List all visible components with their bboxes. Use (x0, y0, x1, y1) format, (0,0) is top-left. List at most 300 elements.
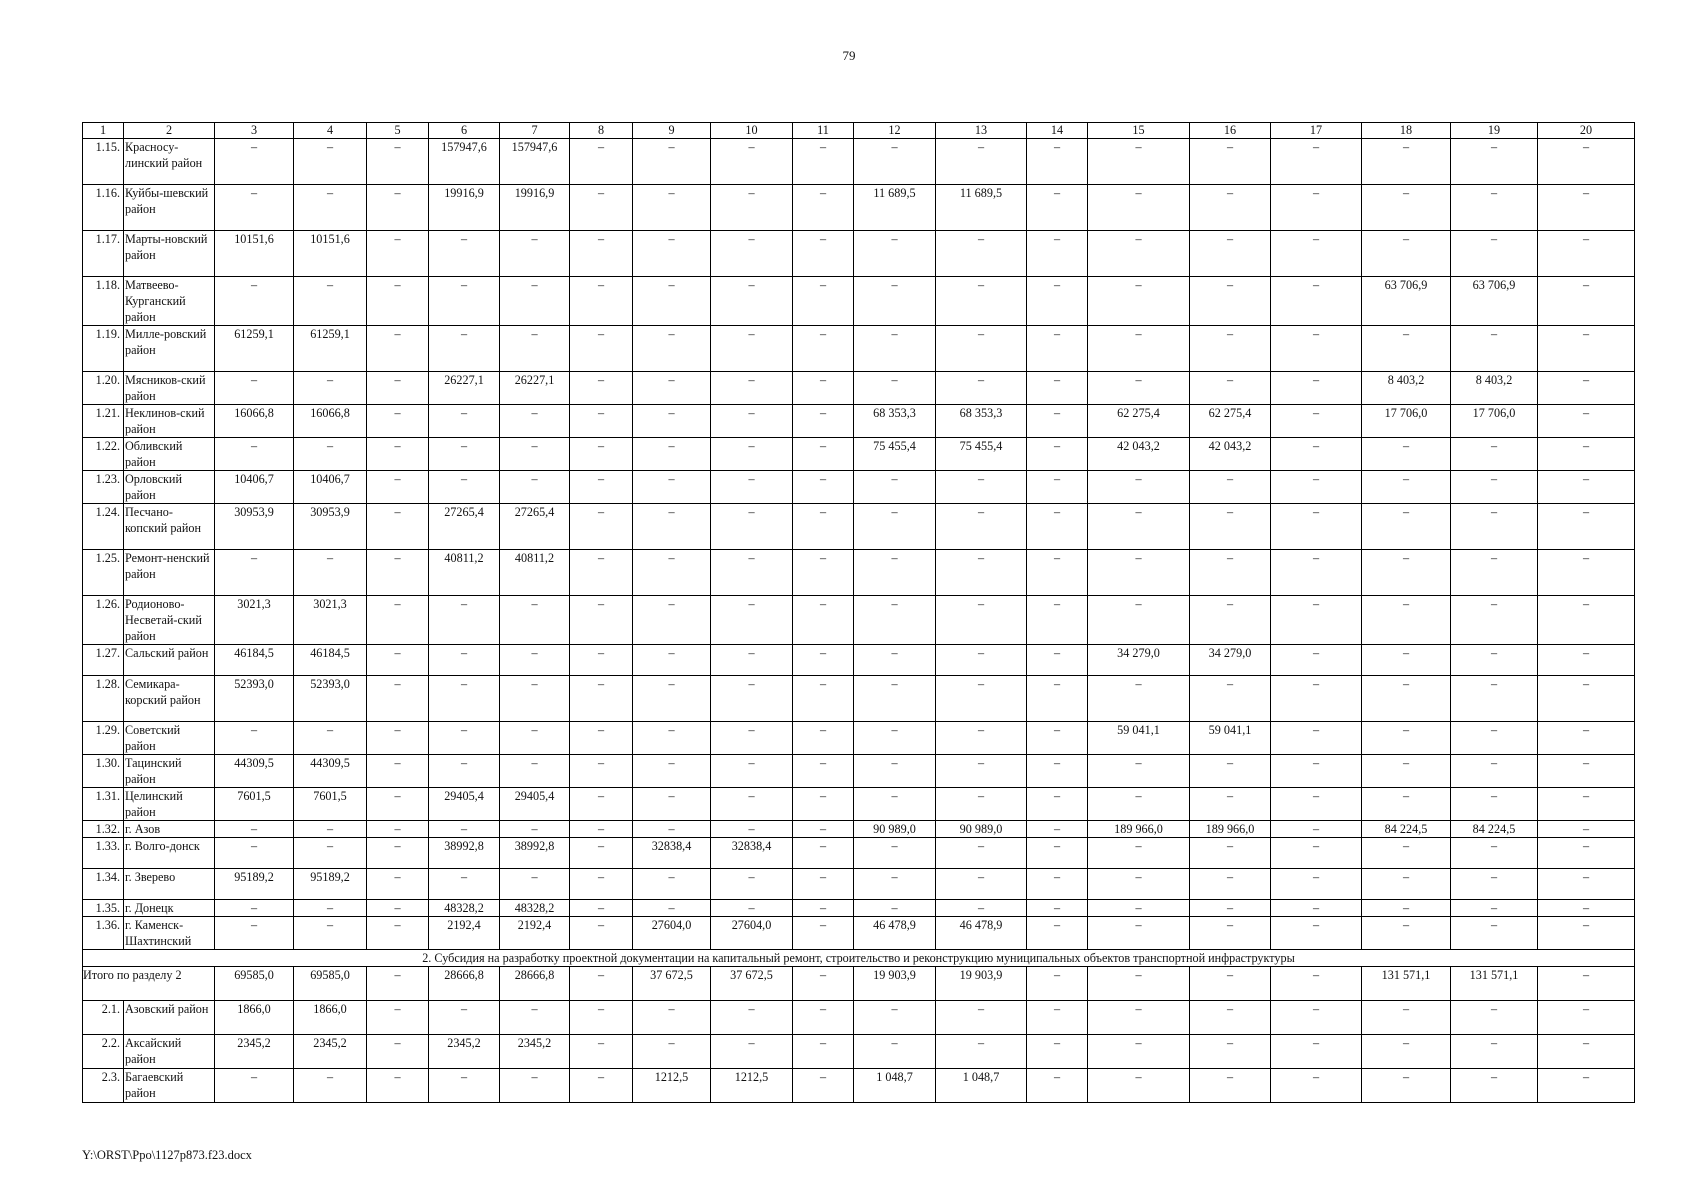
table-body (83, 123, 1635, 1103)
value-cell: – (793, 821, 854, 838)
value-cell: – (1538, 676, 1635, 722)
value-cell: – (633, 231, 711, 277)
table-row (83, 838, 1635, 869)
value-cell: – (854, 504, 936, 550)
value-cell: – (936, 372, 1027, 405)
value-cell: – (793, 967, 854, 1001)
value-cell: – (711, 900, 793, 917)
value-cell: – (793, 504, 854, 550)
value-cell: 1866,0 (215, 1001, 294, 1035)
value-cell: – (793, 550, 854, 596)
value-cell: – (1271, 1001, 1362, 1035)
value-cell: 52393,0 (294, 676, 367, 722)
value-cell: – (367, 504, 429, 550)
value-cell: – (367, 900, 429, 917)
value-cell: – (1271, 438, 1362, 471)
value-cell: – (1190, 504, 1271, 550)
value-cell: – (429, 231, 500, 277)
value-cell: – (793, 596, 854, 645)
value-cell: 37 672,5 (633, 967, 711, 1001)
value-cell: – (1190, 139, 1271, 185)
district-name: г. Каменск-Шахтинский (124, 917, 215, 950)
budget-table (82, 122, 1635, 1103)
table-row (83, 869, 1635, 900)
row-number: 1.16. (83, 185, 124, 231)
value-cell: – (711, 645, 793, 676)
value-cell: – (1088, 755, 1190, 788)
value-cell: – (1271, 755, 1362, 788)
value-cell: – (215, 900, 294, 917)
value-cell: – (711, 722, 793, 755)
table-row (83, 1001, 1635, 1035)
value-cell: – (633, 405, 711, 438)
value-cell: – (500, 471, 570, 504)
value-cell: – (1271, 372, 1362, 405)
value-cell: – (1538, 471, 1635, 504)
value-cell: 28666,8 (500, 967, 570, 1001)
value-cell: – (500, 1069, 570, 1103)
value-cell: – (711, 471, 793, 504)
value-cell: – (711, 550, 793, 596)
value-cell: – (570, 900, 633, 917)
table-row (83, 504, 1635, 550)
value-cell: – (1538, 788, 1635, 821)
value-cell: – (367, 838, 429, 869)
value-cell: – (367, 471, 429, 504)
value-cell: – (429, 821, 500, 838)
row-number: 1.17. (83, 231, 124, 277)
value-cell: – (711, 438, 793, 471)
value-cell: 189 966,0 (1088, 821, 1190, 838)
value-cell: – (429, 471, 500, 504)
value-cell: 44309,5 (294, 755, 367, 788)
value-cell: 3021,3 (294, 596, 367, 645)
value-cell: 19916,9 (500, 185, 570, 231)
value-cell: – (429, 326, 500, 372)
district-name: Милле-ровский район (124, 326, 215, 372)
value-cell: – (367, 917, 429, 950)
table-row (83, 471, 1635, 504)
value-cell: – (711, 788, 793, 821)
value-cell: – (633, 1035, 711, 1069)
district-name: Красносу-линский район (124, 139, 215, 185)
table-row (83, 676, 1635, 722)
district-name: Родионово-Несветай-ский район (124, 596, 215, 645)
value-cell: – (711, 504, 793, 550)
value-cell: – (367, 755, 429, 788)
value-cell: – (936, 231, 1027, 277)
value-cell: – (1190, 185, 1271, 231)
value-cell: – (294, 722, 367, 755)
column-header: 13 (936, 123, 1027, 139)
value-cell: – (294, 1069, 367, 1103)
value-cell: – (1538, 372, 1635, 405)
value-cell: 34 279,0 (1088, 645, 1190, 676)
row-number: 1.33. (83, 838, 124, 869)
value-cell: – (633, 596, 711, 645)
value-cell: – (1027, 372, 1088, 405)
value-cell: – (1027, 917, 1088, 950)
value-cell: 46184,5 (294, 645, 367, 676)
value-cell: – (570, 504, 633, 550)
value-cell: – (1451, 1069, 1538, 1103)
value-cell: – (1451, 645, 1538, 676)
value-cell: – (1362, 471, 1451, 504)
value-cell: – (854, 900, 936, 917)
value-cell: – (793, 139, 854, 185)
value-cell: – (1451, 676, 1538, 722)
value-cell: – (793, 645, 854, 676)
value-cell: – (1190, 900, 1271, 917)
value-cell: – (793, 722, 854, 755)
value-cell: – (1190, 1069, 1271, 1103)
district-name: Ремонт-ненский район (124, 550, 215, 596)
value-cell: – (1271, 869, 1362, 900)
value-cell: – (1451, 550, 1538, 596)
value-cell: – (711, 755, 793, 788)
value-cell: 75 455,4 (936, 438, 1027, 471)
value-cell: – (854, 550, 936, 596)
value-cell: – (215, 185, 294, 231)
value-cell: – (793, 277, 854, 326)
section-title: 2. Субсидия на разработку проектной документации на капитальный ремонт, строительство и реконструкцию муниципальных объектов транспортной инфраструктуры (83, 950, 1635, 967)
value-cell: – (1538, 869, 1635, 900)
value-cell: – (570, 869, 633, 900)
value-cell: 26227,1 (429, 372, 500, 405)
value-cell: – (854, 676, 936, 722)
value-cell: – (1088, 838, 1190, 869)
row-number: 1.36. (83, 917, 124, 950)
value-cell: – (294, 372, 367, 405)
value-cell: – (793, 405, 854, 438)
page-number: 79 (842, 48, 856, 63)
value-cell: – (1088, 1069, 1190, 1103)
district-name: г. Зверево (124, 869, 215, 900)
district-name: Семикара-корский район (124, 676, 215, 722)
row-number: 2.3. (83, 1069, 124, 1103)
column-header: 6 (429, 123, 500, 139)
value-cell: – (1271, 645, 1362, 676)
value-cell: – (1362, 326, 1451, 372)
row-number: 1.25. (83, 550, 124, 596)
value-cell: – (367, 372, 429, 405)
value-cell: – (570, 405, 633, 438)
column-header: 18 (1362, 123, 1451, 139)
value-cell: – (936, 504, 1027, 550)
district-name: Орловский район (124, 471, 215, 504)
value-cell: – (1362, 1035, 1451, 1069)
value-cell: – (570, 821, 633, 838)
value-cell: 189 966,0 (1190, 821, 1271, 838)
value-cell: – (711, 231, 793, 277)
value-cell: – (1538, 645, 1635, 676)
value-cell: – (936, 900, 1027, 917)
table-header-row (83, 123, 1635, 139)
value-cell: – (936, 722, 1027, 755)
value-cell: – (1538, 438, 1635, 471)
value-cell: – (1190, 231, 1271, 277)
district-name: Целинский район (124, 788, 215, 821)
row-number: 1.23. (83, 471, 124, 504)
value-cell: – (1027, 722, 1088, 755)
value-cell: 68 353,3 (854, 405, 936, 438)
value-cell: – (711, 869, 793, 900)
value-cell: – (711, 326, 793, 372)
value-cell: – (1027, 277, 1088, 326)
value-cell: – (1088, 900, 1190, 917)
value-cell: 1212,5 (633, 1069, 711, 1103)
value-cell: 63 706,9 (1362, 277, 1451, 326)
value-cell: 26227,1 (500, 372, 570, 405)
column-header: 5 (367, 123, 429, 139)
column-header: 14 (1027, 123, 1088, 139)
column-header: 4 (294, 123, 367, 139)
value-cell: – (1538, 504, 1635, 550)
value-cell: – (1451, 755, 1538, 788)
value-cell: – (570, 326, 633, 372)
value-cell: – (1451, 1035, 1538, 1069)
value-cell: – (1271, 1035, 1362, 1069)
value-cell: – (854, 326, 936, 372)
value-cell: 1212,5 (711, 1069, 793, 1103)
value-cell: – (1190, 550, 1271, 596)
column-header: 8 (570, 123, 633, 139)
value-cell: – (500, 645, 570, 676)
value-cell: – (1271, 967, 1362, 1001)
value-cell: – (1190, 676, 1271, 722)
value-cell: 95189,2 (294, 869, 367, 900)
district-name: Марты-новский район (124, 231, 215, 277)
value-cell: – (1088, 326, 1190, 372)
value-cell: 84 224,5 (1362, 821, 1451, 838)
column-header: 16 (1190, 123, 1271, 139)
value-cell: – (633, 755, 711, 788)
value-cell: 63 706,9 (1451, 277, 1538, 326)
value-cell: – (367, 821, 429, 838)
value-cell: – (1271, 277, 1362, 326)
value-cell: 7601,5 (294, 788, 367, 821)
value-cell: 1866,0 (294, 1001, 367, 1035)
row-number: 1.22. (83, 438, 124, 471)
value-cell: – (633, 645, 711, 676)
row-number: 1.34. (83, 869, 124, 900)
value-cell: – (793, 185, 854, 231)
value-cell: – (793, 788, 854, 821)
value-cell: – (367, 326, 429, 372)
value-cell: – (429, 676, 500, 722)
district-name: Обливский район (124, 438, 215, 471)
value-cell: – (936, 1035, 1027, 1069)
value-cell: 131 571,1 (1451, 967, 1538, 1001)
value-cell: 19 903,9 (854, 967, 936, 1001)
value-cell: 59 041,1 (1190, 722, 1271, 755)
value-cell: – (429, 405, 500, 438)
value-cell: – (367, 139, 429, 185)
value-cell: – (1271, 504, 1362, 550)
column-header: 3 (215, 123, 294, 139)
value-cell: – (1538, 596, 1635, 645)
district-name: Багаевский район (124, 1069, 215, 1103)
row-number: 1.32. (83, 821, 124, 838)
column-header: 17 (1271, 123, 1362, 139)
district-name: Аксайский район (124, 1035, 215, 1069)
value-cell: 37 672,5 (711, 967, 793, 1001)
value-cell: – (1271, 917, 1362, 950)
row-number: 1.21. (83, 405, 124, 438)
value-cell: – (793, 438, 854, 471)
district-name: Сальский район (124, 645, 215, 676)
value-cell: – (711, 1001, 793, 1035)
value-cell: – (1362, 185, 1451, 231)
value-cell: 19 903,9 (936, 967, 1027, 1001)
value-cell: 40811,2 (500, 550, 570, 596)
table-row (83, 550, 1635, 596)
value-cell: 10151,6 (294, 231, 367, 277)
value-cell: – (936, 1001, 1027, 1035)
value-cell: – (500, 596, 570, 645)
value-cell: – (1362, 869, 1451, 900)
value-cell: – (1027, 645, 1088, 676)
value-cell: 2345,2 (429, 1035, 500, 1069)
value-cell: 48328,2 (500, 900, 570, 917)
district-name: г. Донецк (124, 900, 215, 917)
value-cell: – (1538, 405, 1635, 438)
value-cell: – (1271, 838, 1362, 869)
value-cell: 2192,4 (500, 917, 570, 950)
value-cell: – (570, 185, 633, 231)
value-cell: – (1271, 471, 1362, 504)
value-cell: – (1027, 471, 1088, 504)
value-cell: 69585,0 (294, 967, 367, 1001)
value-cell: 38992,8 (500, 838, 570, 869)
value-cell: – (1538, 967, 1635, 1001)
value-cell: 7601,5 (215, 788, 294, 821)
value-cell: – (215, 277, 294, 326)
value-cell: – (1190, 277, 1271, 326)
row-number: 1.29. (83, 722, 124, 755)
section-total-row (83, 967, 1635, 1001)
value-cell: – (570, 550, 633, 596)
value-cell: – (1451, 185, 1538, 231)
value-cell: – (294, 900, 367, 917)
table-row (83, 139, 1635, 185)
value-cell: – (1088, 869, 1190, 900)
value-cell: 2345,2 (294, 1035, 367, 1069)
district-name: Неклинов-ский район (124, 405, 215, 438)
value-cell: – (854, 596, 936, 645)
value-cell: 32838,4 (633, 838, 711, 869)
row-number: 1.30. (83, 755, 124, 788)
row-number: 1.18. (83, 277, 124, 326)
district-name: г. Азов (124, 821, 215, 838)
value-cell: 16066,8 (294, 405, 367, 438)
value-cell: – (1027, 438, 1088, 471)
value-cell: – (1538, 900, 1635, 917)
value-cell: – (1538, 550, 1635, 596)
value-cell: 2192,4 (429, 917, 500, 950)
value-cell: – (633, 788, 711, 821)
value-cell: – (854, 645, 936, 676)
value-cell: 16066,8 (215, 405, 294, 438)
district-name: г. Волго-донск (124, 838, 215, 869)
value-cell: – (1088, 917, 1190, 950)
table-row (83, 722, 1635, 755)
value-cell: – (570, 676, 633, 722)
value-cell: – (1088, 596, 1190, 645)
value-cell: – (367, 185, 429, 231)
value-cell: – (633, 277, 711, 326)
value-cell: – (500, 676, 570, 722)
value-cell: – (936, 755, 1027, 788)
district-name: Куйбы-шевский район (124, 185, 215, 231)
value-cell: – (633, 185, 711, 231)
value-cell: 19916,9 (429, 185, 500, 231)
value-cell: – (1088, 550, 1190, 596)
value-cell: – (1538, 277, 1635, 326)
value-cell: – (367, 869, 429, 900)
table-row (83, 185, 1635, 231)
value-cell: – (936, 139, 1027, 185)
value-cell: – (854, 471, 936, 504)
value-cell: – (633, 326, 711, 372)
value-cell: – (294, 438, 367, 471)
value-cell: – (570, 722, 633, 755)
value-cell: – (570, 277, 633, 326)
value-cell: – (1271, 139, 1362, 185)
value-cell: – (1451, 471, 1538, 504)
value-cell: – (1451, 596, 1538, 645)
value-cell: – (633, 821, 711, 838)
value-cell: – (367, 438, 429, 471)
value-cell: – (215, 438, 294, 471)
column-header: 10 (711, 123, 793, 139)
value-cell: 1 048,7 (854, 1069, 936, 1103)
value-cell: – (1451, 722, 1538, 755)
value-cell: – (294, 550, 367, 596)
value-cell: 61259,1 (294, 326, 367, 372)
value-cell: 29405,4 (500, 788, 570, 821)
value-cell: – (1538, 231, 1635, 277)
value-cell: – (294, 838, 367, 869)
value-cell: – (429, 755, 500, 788)
value-cell: – (793, 372, 854, 405)
value-cell: – (1190, 1035, 1271, 1069)
value-cell: – (1027, 185, 1088, 231)
value-cell: – (215, 722, 294, 755)
value-cell: – (793, 1069, 854, 1103)
value-cell: – (500, 438, 570, 471)
value-cell: – (1271, 231, 1362, 277)
table-row (83, 900, 1635, 917)
column-header: 11 (793, 123, 854, 139)
value-cell: – (1451, 917, 1538, 950)
value-cell: – (1027, 231, 1088, 277)
value-cell: – (711, 821, 793, 838)
table-row (83, 1035, 1635, 1069)
value-cell: – (367, 405, 429, 438)
value-cell: 27265,4 (500, 504, 570, 550)
value-cell: 1 048,7 (936, 1069, 1027, 1103)
value-cell: – (367, 1069, 429, 1103)
value-cell: – (1538, 821, 1635, 838)
value-cell: – (1362, 788, 1451, 821)
value-cell: – (500, 405, 570, 438)
value-cell: 62 275,4 (1190, 405, 1271, 438)
value-cell: – (793, 838, 854, 869)
value-cell: – (1362, 231, 1451, 277)
table-row (83, 231, 1635, 277)
value-cell: 11 689,5 (854, 185, 936, 231)
